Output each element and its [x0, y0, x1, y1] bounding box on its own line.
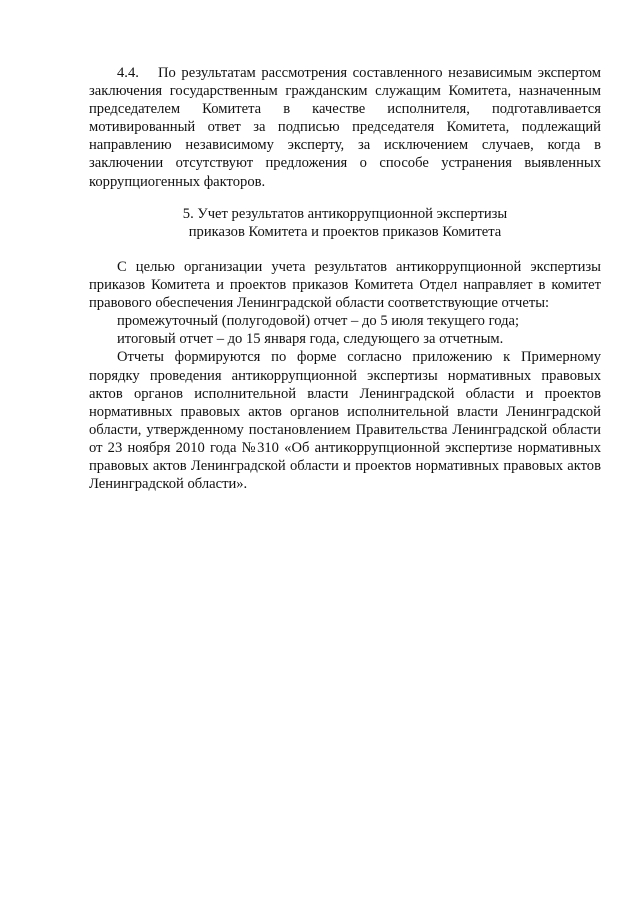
section-4-4-number: 4.4. — [117, 65, 139, 81]
report-item-interim: промежуточный (полугодовой) отчет – до 5 июля текущего года; — [117, 313, 520, 330]
section-4-4-text: По результатам рассмотрения составленного независимым экспертом заключения государственным гражданским служащим Комитета, назначенным председателем Комитета в качестве исполнителя, подготавливается мотивированный ответ за подписью председателя Комитета, подлежащий направлению независимому эксперту, за исключением случаев, когда в заключении отсутствуют предложения о способе устранения выявленных коррупциогенных факторов. — [89, 65, 601, 190]
section-5-heading-line1: 5. Учет результатов антикоррупционной экспертизы — [182, 206, 508, 222]
section-4-4 — [89, 64, 601, 191]
section-5-paragraph-1: С целью организации учета результатов антикоррупционной экспертизы приказов Комитета и проектов приказов Комитета Отдел направляет в комитет правового обеспечения Ленинградской области соответствующие отчеты: — [89, 259, 601, 312]
section-5-body — [89, 258, 601, 493]
section-4-4-paragraph — [89, 64, 601, 191]
report-item-final: итоговый отчет – до 15 января года, следующего за отчетным. — [117, 331, 504, 348]
section-5-heading-line2: приказов Комитета и проектов приказов Комитета — [188, 224, 502, 241]
section-5-heading — [89, 205, 601, 241]
section-5-paragraph-2: Отчеты формируются по форме согласно приложению к Примерному порядку проведения антикоррупционной экспертизы нормативных правовых актов органов исполнительной власти Ленинградской области и проектов нормативных правовых актов органов исполнительной власти Ленинградской области, утвержденному постановлением Правительства Ленинградской области от 23 ноября 2010 года №310 «Об антикоррупционной экспертизе нормативных правовых актов Ленинградской области и проектов нормативных правовых актов Ленинградской области». — [89, 349, 601, 493]
